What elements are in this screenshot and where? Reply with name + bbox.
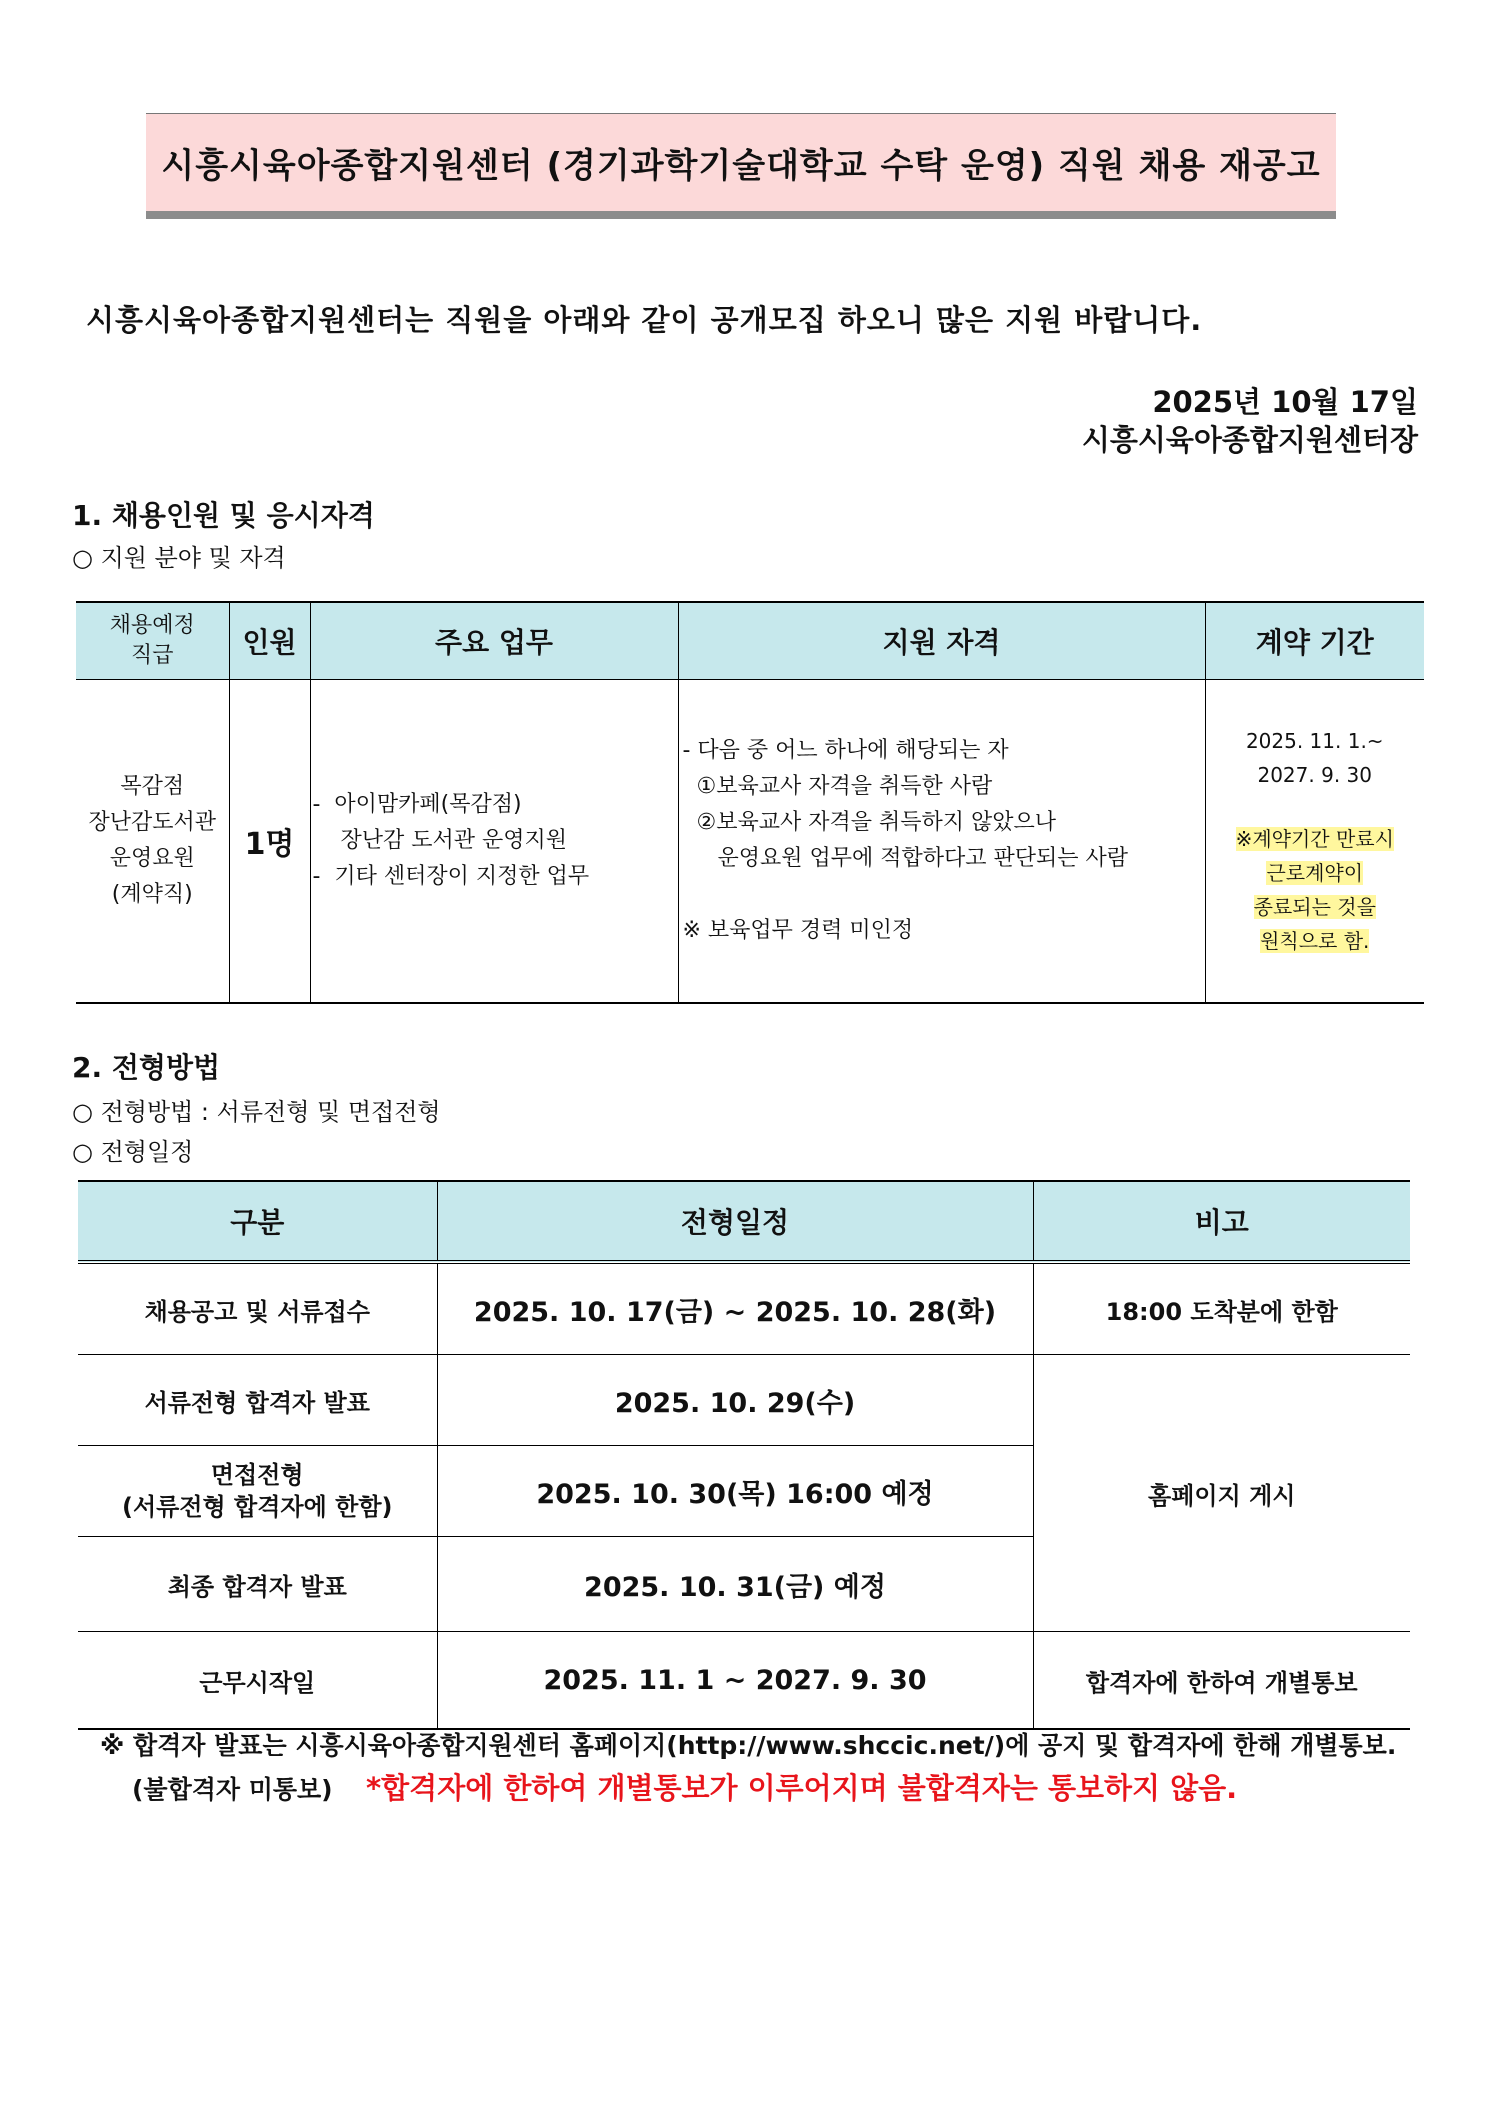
section2-method: ○ 전형방법 : 서류전형 및 면접전형 [72, 1098, 441, 1126]
section2-schedule-label: ○ 전형일정 [72, 1138, 194, 1166]
page-title: 시흥시육아종합지원센터 (경기과학기술대학교 수탁 운영) 직원 채용 재공고 [161, 146, 1321, 186]
duty-line: - 아이맘카페(목감점) [312, 792, 522, 817]
position-line: 운영요원 [109, 846, 195, 871]
period-note-text: 종료되는 것을 [1253, 895, 1376, 919]
recruitment-row [76, 680, 1424, 1004]
issuer: 시흥시육아종합지원센터장 [1081, 423, 1418, 457]
duty-cell [310, 680, 678, 1004]
period-note-text: 근로계약이 [1266, 861, 1364, 885]
section2-title: 2. 전형방법 [72, 1051, 221, 1084]
qual-line: ②보육교사 자격을 취득하지 않았으나 [682, 810, 1056, 835]
duty-line: 장난감 도서관 운영지원 [312, 828, 567, 853]
position-line: 장난감도서관 [88, 810, 216, 835]
qual-spacer [683, 877, 1204, 913]
header-position-line2: 직급 [130, 643, 174, 668]
row-category: 채용공고 및 서류접수 [78, 1262, 437, 1355]
announcement-note: ※ 합격자 발표는 시흥시육아종합지원센터 홈페이지(http://www.shccic.net/)에 공지 및 합격자에 한해 개별통보. [100, 1731, 1397, 1760]
row-category: 최종 합격자 발표 [78, 1537, 437, 1632]
header-position [76, 602, 229, 680]
section1-subtitle: ○ 지원 분야 및 자격 [72, 544, 286, 572]
row-schedule: 2025. 10. 30(목) 16:00 예정 [437, 1446, 1033, 1537]
header-count: 인원 [229, 602, 310, 680]
section1-title: 1. 채용인원 및 응시자격 [72, 499, 375, 532]
row-category: 근무시작일 [78, 1632, 437, 1730]
header-qualification: 지원 자격 [678, 602, 1205, 680]
qual-line: ①보육교사 자격을 취득한 사람 [682, 774, 993, 799]
row-category [78, 1446, 437, 1537]
period-line: 2025. 11. 1.~ [1245, 729, 1384, 753]
row-schedule: 2025. 10. 29(수) [437, 1355, 1033, 1446]
intro-text: 시흥시육아종합지원센터는 직원을 아래와 같이 공개모집 하오니 많은 지원 바랍니다. [86, 303, 1203, 337]
period-note-line [1207, 924, 1424, 958]
table-row [78, 1632, 1410, 1730]
duty-line: - 기타 센터장이 지정한 업무 [312, 864, 590, 889]
header-remark: 비고 [1033, 1181, 1410, 1262]
header-position-line1: 채용예정 [109, 613, 195, 638]
recruitment-table [76, 601, 1424, 1004]
position-line: 목감점 [120, 774, 185, 799]
row-schedule: 2025. 10. 31(금) 예정 [437, 1537, 1033, 1632]
non-notification-note: (불합격자 미통보) [132, 1775, 333, 1804]
schedule-table [78, 1180, 1410, 1730]
row-schedule: 2025. 11. 1 ~ 2027. 9. 30 [437, 1632, 1033, 1730]
qualification-cell [678, 680, 1205, 1004]
period-line: 2027. 9. 30 [1257, 763, 1372, 787]
header-schedule: 전형일정 [437, 1181, 1033, 1262]
period-note-text: ※계약기간 만료시 [1235, 827, 1394, 851]
count-cell: 1명 [229, 680, 310, 1004]
position-line: (계약직) [111, 882, 193, 907]
row-category: 서류전형 합격자 발표 [78, 1355, 437, 1446]
position-cell [76, 680, 229, 1004]
title-banner [146, 113, 1336, 211]
category-line: (서류전형 합격자에 한함) [122, 1493, 393, 1521]
period-cell [1205, 680, 1424, 1004]
notification-warning: *합격자에 한하여 개별통보가 이루어지며 불합격자는 통보하지 않음. [366, 1771, 1238, 1805]
table-row [78, 1355, 1410, 1446]
qual-line: - 다음 중 어느 하나에 해당되는 자 [682, 738, 1009, 763]
period-note-line [1207, 890, 1424, 924]
recruitment-header-row [76, 602, 1424, 680]
row-remark: 18:00 도착분에 한함 [1033, 1262, 1410, 1355]
table-row [78, 1262, 1410, 1355]
qual-line: 운영요원 업무에 적합하다고 판단되는 사람 [682, 846, 1128, 871]
header-duty: 주요 업무 [310, 602, 678, 680]
period-note-text: 원칙으로 함. [1260, 929, 1370, 953]
qual-line: ※ 보육업무 경력 미인정 [682, 918, 914, 943]
period-note-line [1207, 822, 1424, 856]
period-spacer [1207, 792, 1424, 822]
category-line: 면접전형 [210, 1461, 304, 1489]
header-category: 구분 [78, 1181, 437, 1262]
period-note-line [1207, 856, 1424, 890]
row-schedule: 2025. 10. 17(금) ~ 2025. 10. 28(화) [437, 1262, 1033, 1355]
header-period: 계약 기간 [1205, 602, 1424, 680]
row-remark: 합격자에 한하여 개별통보 [1033, 1632, 1410, 1730]
schedule-header-row [78, 1181, 1410, 1262]
notice-date: 2025년 10월 17일 [1152, 385, 1418, 419]
row-remark-merged: 홈페이지 게시 [1033, 1355, 1410, 1632]
